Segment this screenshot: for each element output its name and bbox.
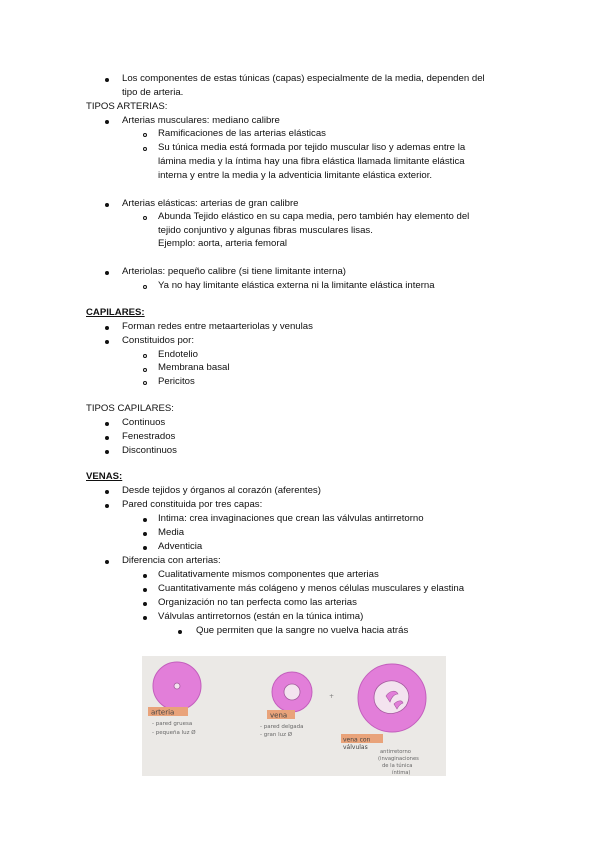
bullet: [105, 120, 109, 124]
bullet: [143, 602, 147, 606]
elasticas-sub1-l3: Ejemplo: aorta, arteria femoral: [158, 238, 288, 249]
venas-heading: VENAS:: [86, 471, 123, 482]
bullet: [105, 450, 109, 454]
capilar-discontinuos: Discontinuos: [122, 445, 177, 456]
bullet: [143, 574, 147, 578]
musculares-sub2-l3: interna y entre la media y la adventicia limitante elástica exterior.: [158, 170, 433, 181]
sub-bullet: [143, 147, 147, 151]
sub-bullet: [143, 285, 147, 289]
bullet: [143, 546, 147, 550]
arterias-elasticas-title: Arterias elásticas: arterias de gran calibre: [122, 198, 299, 209]
vessel-drawing: [142, 656, 446, 776]
capilares-sub-membrana: Membrana basal: [158, 362, 230, 373]
sub-bullet: [143, 368, 147, 372]
bullet: [105, 560, 109, 564]
tipos-arterias-heading: TIPOS ARTERIAS:: [86, 101, 168, 112]
musculares-sub2-l1: Su túnica media está formada por tejido muscular liso y ademas entre la: [158, 142, 466, 153]
sub-bullet: [143, 133, 147, 137]
bullet: [105, 422, 109, 426]
sub-bullet: [143, 354, 147, 358]
arteria-label: arteria: [151, 708, 175, 717]
dif-valvulas-sub: Que permiten que la sangre no vuelva hacia atrás: [196, 625, 409, 636]
venas-item1: Desde tejidos y órganos al corazón (aferentes): [122, 485, 321, 496]
sub-bullet: [143, 216, 147, 220]
vena-label: vena: [270, 711, 288, 720]
tipos-capilares-heading: TIPOS CAPILARES:: [86, 403, 174, 414]
arterias-musculares-title: Arterias musculares: mediano calibre: [122, 115, 280, 126]
svg-text:+: +: [329, 693, 335, 700]
capilares-heading: CAPILARES:: [86, 307, 145, 318]
capa-intima: Intima: crea invaginaciones que crean las válvulas antirretorno: [158, 513, 424, 524]
vena-valvulas-note3: de la túnica: [382, 763, 413, 769]
arteria-note2: - pequeña luz Ø: [152, 730, 196, 736]
capilar-fenestrados: Fenestrados: [122, 431, 176, 442]
dif-organizacion: Organización no tan perfecta como las arterias: [158, 597, 357, 608]
bullet: [105, 271, 109, 275]
bullet: [143, 588, 147, 592]
elasticas-sub1-l1: Abunda Tejido elástico en su capa media, pero también hay elemento del: [158, 211, 470, 222]
vena-valvulas-label2: válvulas: [343, 744, 368, 751]
capilares-item2: Constituidos por:: [122, 335, 194, 346]
vena-valvulas-note4: íntima): [392, 770, 411, 776]
bullet: [143, 616, 147, 620]
bullet: [105, 203, 109, 207]
musculares-sub2-l2: lámina media y la íntima hay una fibra elástica llamada limitante elástica: [158, 156, 465, 167]
arteriolas-title: Arteriolas: pequeño calibre (si tiene limitante interna): [122, 266, 346, 277]
vena-valvulas-note2: (invaginaciones: [378, 756, 419, 762]
vena-valvulas-note1: antirretorno: [380, 749, 411, 755]
dif-cualitativamente: Cualitativamente mismos componentes que arterias: [158, 569, 379, 580]
capilar-continuos: Continuos: [122, 417, 166, 428]
capa-media: Media: [158, 527, 185, 538]
capa-adventicia: Adventicia: [158, 541, 203, 552]
bullet: [105, 504, 109, 508]
sub-bullet: [143, 381, 147, 385]
vessel-drawing-photo: [142, 656, 446, 776]
bullet: [105, 436, 109, 440]
vena-note2: - gran luz Ø: [260, 732, 293, 738]
vena-note1: - pared delgada: [260, 724, 304, 730]
bullet: [143, 518, 147, 522]
venas-item2: Pared constituida por tres capas:: [122, 499, 263, 510]
capilares-sub-endotelio: Endotelio: [158, 349, 199, 360]
vena-valvulas-label1: vena con: [343, 736, 371, 744]
arteria-note1: - pared gruesa: [152, 721, 193, 727]
bullet: [178, 630, 182, 634]
bullet: [105, 340, 109, 344]
musculares-sub1: Ramificaciones de las arterias elásticas: [158, 128, 326, 139]
venas-item3: Diferencia con arterias:: [122, 555, 221, 566]
intro-text: Los componentes de estas túnicas (capas) especialmente de la media, dependen del: [122, 73, 485, 84]
capilares-sub-pericitos: Pericitos: [158, 376, 195, 387]
capilares-item1: Forman redes entre metaarteriolas y venulas: [122, 321, 313, 332]
arteriolas-sub1: Ya no hay limitante elástica externa ni la limitante elástica interna: [158, 280, 435, 291]
dif-valvulas: Válvulas antirretornos (están en la túnica intima): [158, 611, 364, 622]
bullet: [105, 326, 109, 330]
bullet: [105, 490, 109, 494]
bullet: [143, 532, 147, 536]
intro-text-cont: tipo de arteria.: [122, 87, 184, 98]
bullet: [105, 78, 109, 82]
elasticas-sub1-l2: tejido conjuntivo y algunas fibras musculares lisas.: [158, 225, 373, 236]
dif-cuantitativamente: Cuantitativamente más colágeno y menos células musculares y elastina: [158, 583, 465, 594]
